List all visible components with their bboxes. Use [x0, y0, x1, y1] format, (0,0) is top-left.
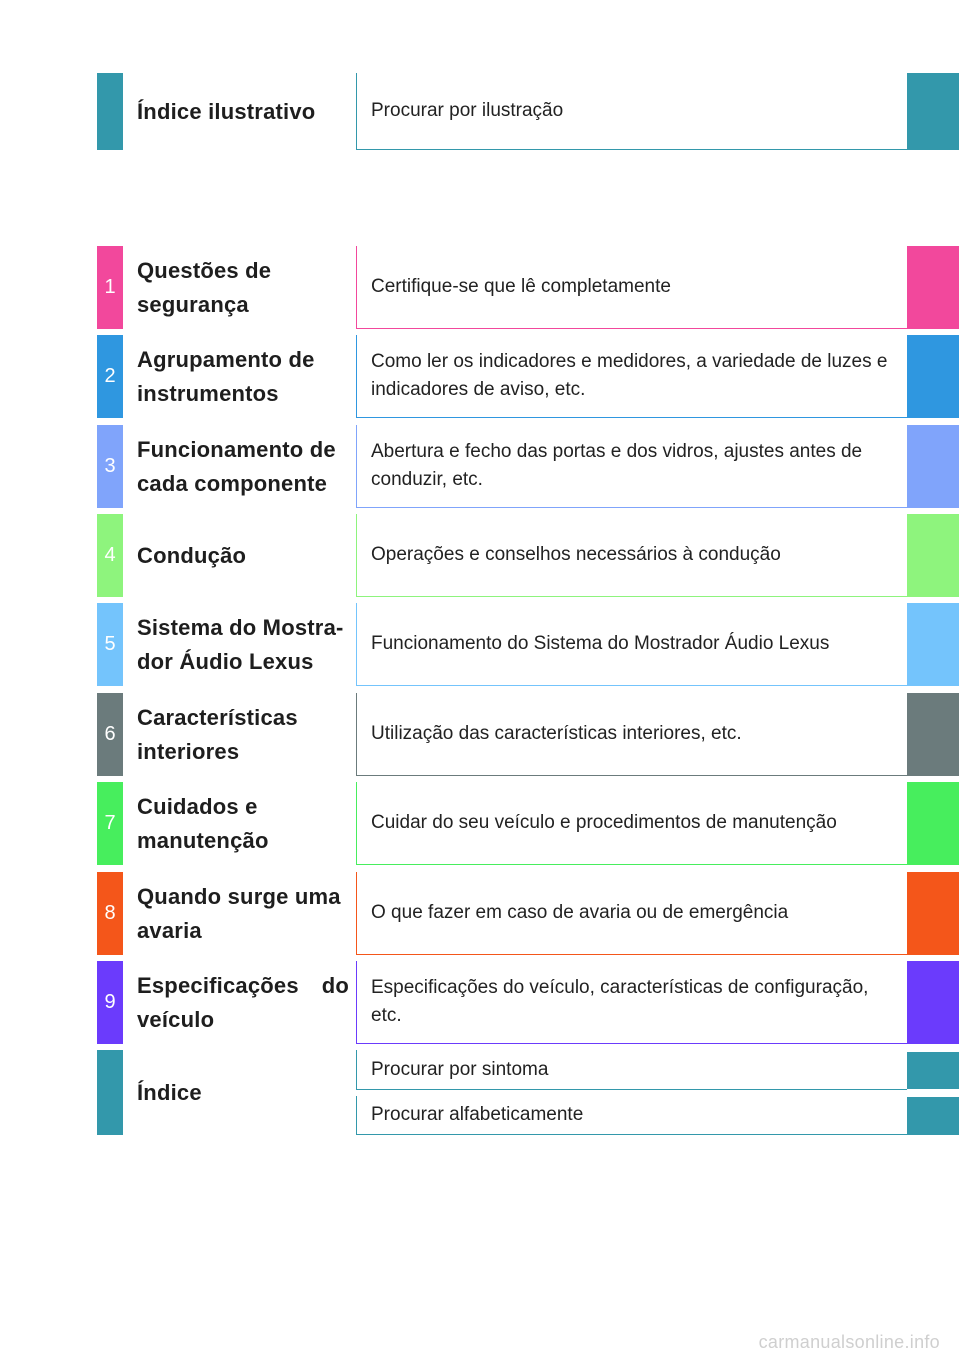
chapter-tab[interactable]	[907, 603, 959, 686]
chapter-title: Condução	[137, 542, 247, 568]
chapter-tab[interactable]	[907, 693, 959, 776]
color-tab-left	[97, 73, 123, 150]
color-tab-left	[97, 1050, 123, 1135]
chapter-title: Quando surge uma avaria	[137, 883, 341, 943]
row-title: Índice ilustrativo	[137, 98, 316, 124]
chapter-tab[interactable]	[907, 872, 959, 955]
chapter-tab[interactable]	[907, 961, 959, 1044]
chapter-row[interactable]	[97, 782, 959, 865]
chapter-tab[interactable]	[907, 514, 959, 597]
chapter-tab[interactable]	[907, 246, 959, 329]
chapter-row[interactable]	[97, 872, 959, 955]
chapter-row[interactable]	[97, 961, 959, 1044]
chapter-number: 6	[97, 693, 123, 776]
chapter-description: Como ler os indicadores e medidores, a variedade de luzes e indicadores de aviso, etc.	[356, 335, 907, 418]
chapter-title: Sistema do Mostra-dor Áudio Lexus	[137, 614, 344, 674]
chapter-number: 5	[97, 603, 123, 686]
chapter-row[interactable]	[97, 425, 959, 508]
chapter-number: 9	[97, 961, 123, 1044]
chapter-description: O que fazer em caso de avaria ou de emergência	[356, 872, 907, 955]
chapter-row[interactable]	[97, 514, 959, 597]
chapter-description: Certifique-se que lê completamente	[356, 246, 907, 329]
chapter-number: 1	[97, 246, 123, 329]
chapter-description: Utilização das características interiores, etc.	[356, 693, 907, 776]
chapter-description: Operações e conselhos necessários à condução	[356, 514, 907, 597]
row-title: Índice	[137, 1079, 202, 1105]
illustrative-index-row[interactable]	[97, 73, 959, 150]
chapter-number: 3	[97, 425, 123, 508]
chapter-tab[interactable]	[907, 782, 959, 865]
index-item-symptom[interactable]: Procurar por sintoma	[356, 1050, 907, 1090]
chapter-title: Especificações do veículo	[137, 972, 349, 1032]
color-tab-right[interactable]	[907, 73, 959, 150]
chapter-title: Características interiores	[137, 704, 298, 764]
chapter-row[interactable]	[97, 335, 959, 418]
watermark: carmanualsonline.info	[758, 1332, 940, 1352]
chapter-description: Especificações do veículo, características de configuração, etc.	[356, 961, 907, 1044]
chapter-row[interactable]	[97, 603, 959, 686]
chapter-title: Agrupamento de instrumentos	[137, 346, 315, 406]
chapter-title: Questões de segurança	[137, 257, 272, 317]
chapter-description: Funcionamento do Sistema do Mostrador Áudio Lexus	[356, 603, 907, 686]
chapter-row[interactable]	[97, 246, 959, 329]
index-row[interactable]	[97, 1050, 959, 1135]
chapter-tab[interactable]	[907, 425, 959, 508]
chapter-number: 2	[97, 335, 123, 418]
chapter-number: 4	[97, 514, 123, 597]
index-tab-alphabetical[interactable]	[907, 1097, 959, 1135]
chapter-tab[interactable]	[907, 335, 959, 418]
chapter-row[interactable]	[97, 693, 959, 776]
chapter-description: Cuidar do seu veículo e procedimentos de manutenção	[356, 782, 907, 865]
chapter-title: Funcionamento de cada componente	[137, 436, 336, 496]
chapter-title: Cuidados e manutenção	[137, 793, 269, 853]
index-tab-symptom[interactable]	[907, 1052, 959, 1089]
chapter-number: 7	[97, 782, 123, 865]
chapter-number: 8	[97, 872, 123, 955]
index-item-alphabetical[interactable]: Procurar alfabeticamente	[356, 1096, 907, 1135]
row-description: Procurar por ilustração	[356, 73, 907, 150]
chapter-description: Abertura e fecho das portas e dos vidros, ajustes antes de conduzir, etc.	[356, 425, 907, 508]
